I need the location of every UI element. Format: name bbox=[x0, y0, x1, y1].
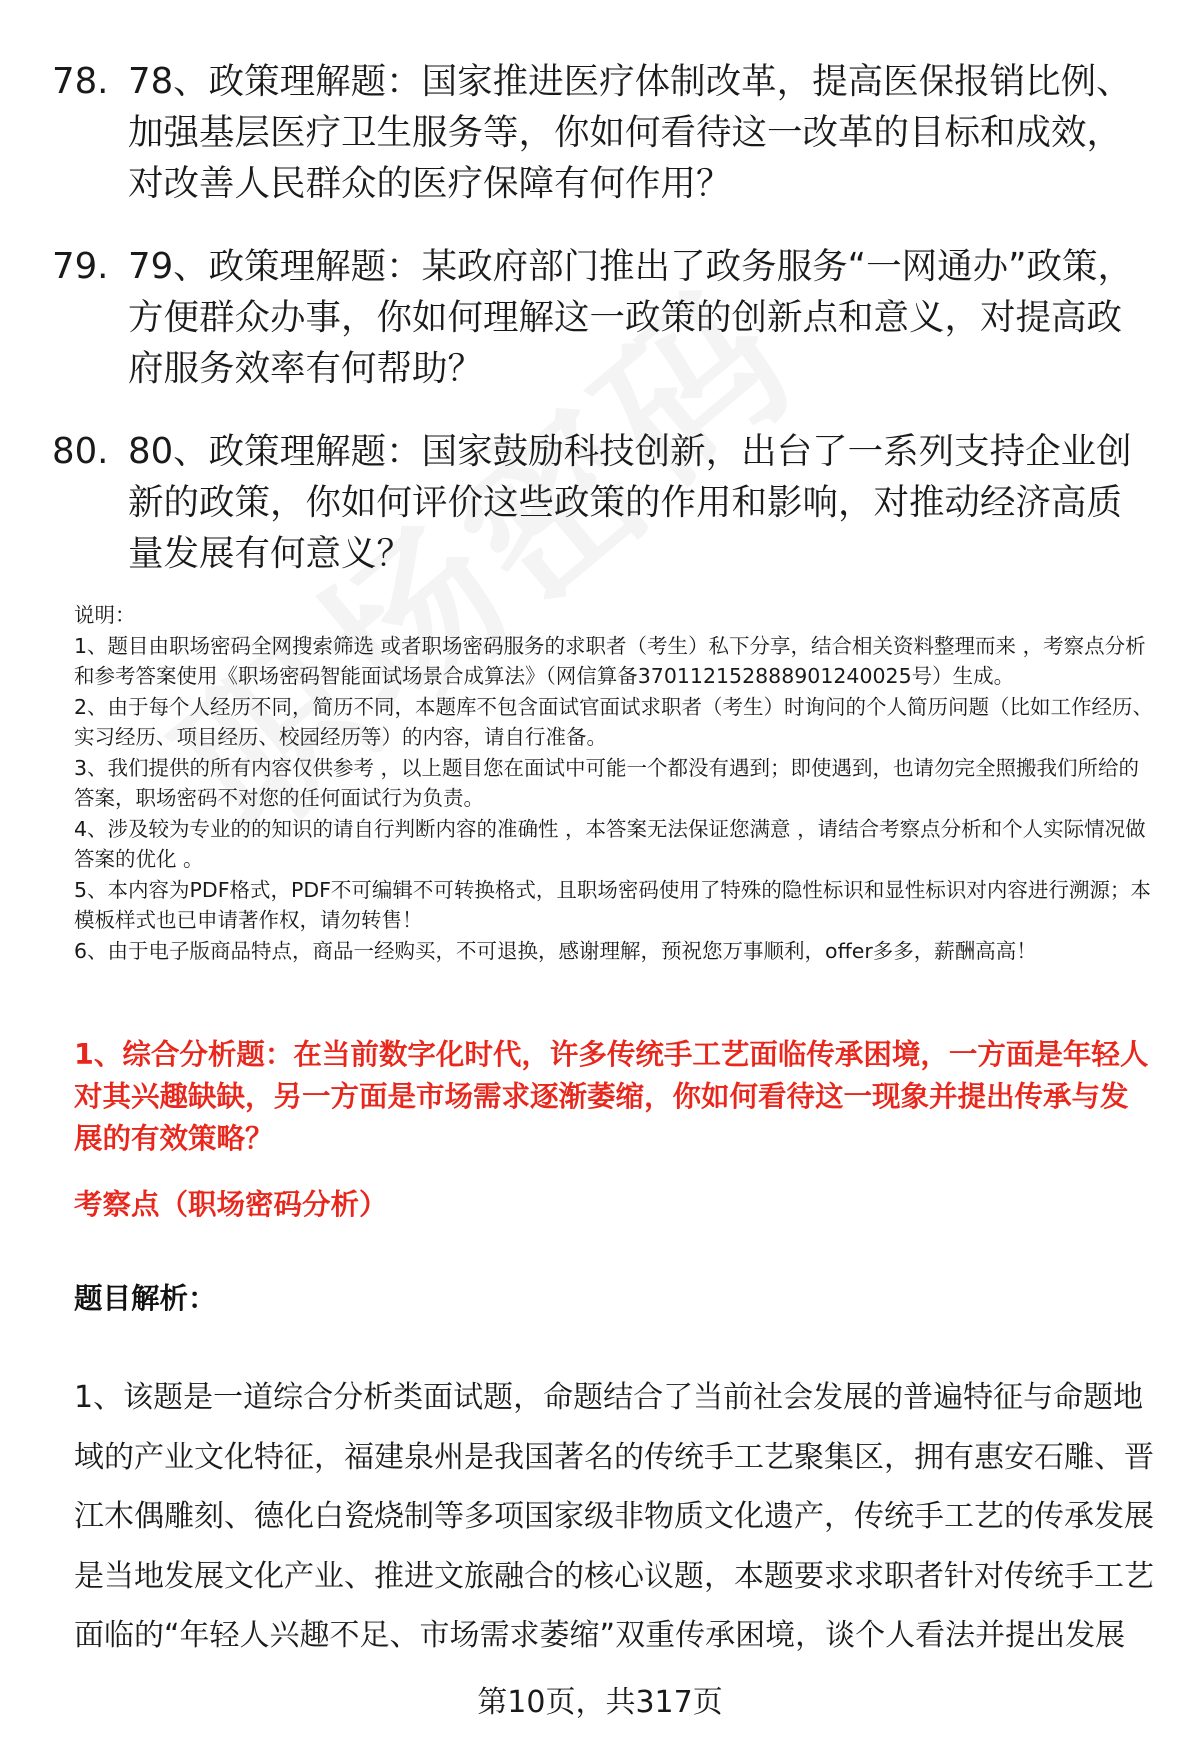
note-item: 6、由于电子版商品特点，商品一经购买，不可退换，感谢理解，预祝您万事顺利，offer多多，薪酬高高！ bbox=[74, 938, 1037, 963]
note-item: 3、我们提供的所有内容仅供参考 ，以上题目您在面试中可能一个都没有遇到；即使遇到，也请勿完全照搬我们所给的答案，职场密码不对您的任何面试行为负责。 bbox=[74, 755, 1140, 810]
question-text: 78、政策理解题：国家推进医疗体制改革，提高医保报销比例、加强基层医疗卫生服务等，你如何看待这一改革的目标和成效，对改善人民群众的医疗保障有何作用？ bbox=[128, 61, 1132, 204]
analysis-heading: 题目解析： bbox=[74, 1282, 217, 1315]
question-item bbox=[52, 241, 1152, 394]
question-number: 79. bbox=[52, 246, 109, 287]
question-number: 78. bbox=[52, 61, 109, 102]
question-text: 79、政策理解题：某政府部门推出了政务服务“一网通办”政策，方便群众办事，你如何理解这一政策的创新点和意义，对提高政府服务效率有何帮助？ bbox=[128, 246, 1133, 389]
notes-section bbox=[74, 600, 1159, 966]
main-question: 1、综合分析题：在当前数字化时代，许多传统手工艺面临传承困境，一方面是年轻人对其兴趣缺缺，另一方面是市场需求逐渐萎缩，你如何看待这一现象并提出传承与发展的有效策略？ bbox=[74, 1038, 1149, 1155]
question-number: 80. bbox=[52, 431, 109, 472]
notes-title: 说明： bbox=[74, 603, 136, 627]
question-item bbox=[52, 56, 1152, 209]
note-item: 2、由于每个人经历不同，简历不同，本题库不包含面试官面试求职者（考生）时询问的个人简历问题（比如工作经历、实习经历、项目经历、校园经历等）的内容，请自行准备。 bbox=[74, 694, 1154, 749]
question-list bbox=[52, 56, 1152, 611]
page-footer: 第10页，共317页 bbox=[477, 1685, 723, 1720]
kaochadian-heading: 考察点（职场密码分析） bbox=[74, 1188, 388, 1221]
question-text: 80、政策理解题：国家鼓励科技创新，出台了一系列支持企业创新的政策，你如何评价这些政策的作用和影响，对推动经济高质量发展有何意义？ bbox=[128, 431, 1132, 574]
analysis-paragraph: 1、该题是一道综合分析类面试题，命题结合了当前社会发展的普遍特征与命题地域的产业文化特征，福建泉州是我国著名的传统手工艺聚集区，拥有惠安石雕、晋江木偶雕刻、德化白瓷烧制等多项国家级非物质文化遗产，传统手工艺的传承发展是当地发展文化产业、推进文旅融合的核心议题，本题要求求职者针对传统手工艺面临的“年轻人兴趣不足、市场需求萎缩”双重传承困境，谈个人看法并提出发展 bbox=[74, 1380, 1154, 1653]
note-item: 5、本内容为PDF格式，PDF不可编辑不可转换格式，且职场密码使用了特殊的隐性标识和显性标识对内容进行溯源；本模板样式也已申请著作权，请勿转售！ bbox=[74, 877, 1151, 932]
question-item bbox=[52, 426, 1152, 579]
note-item: 1、题目由职场密码全网搜索筛选 或者职场密码服务的求职者（考生）私下分享，结合相关资料整理而来 ，考察点分析和参考答案使用《职场密码智能面试场景合成算法》（网信算备370112152888901240025号）生成。 bbox=[74, 633, 1146, 688]
note-item: 4、涉及较为专业的的知识的请自行判断内容的准确性 ，本答案无法保证您满意 ，请结合考察点分析和个人实际情况做答案的优化 。 bbox=[74, 816, 1146, 871]
